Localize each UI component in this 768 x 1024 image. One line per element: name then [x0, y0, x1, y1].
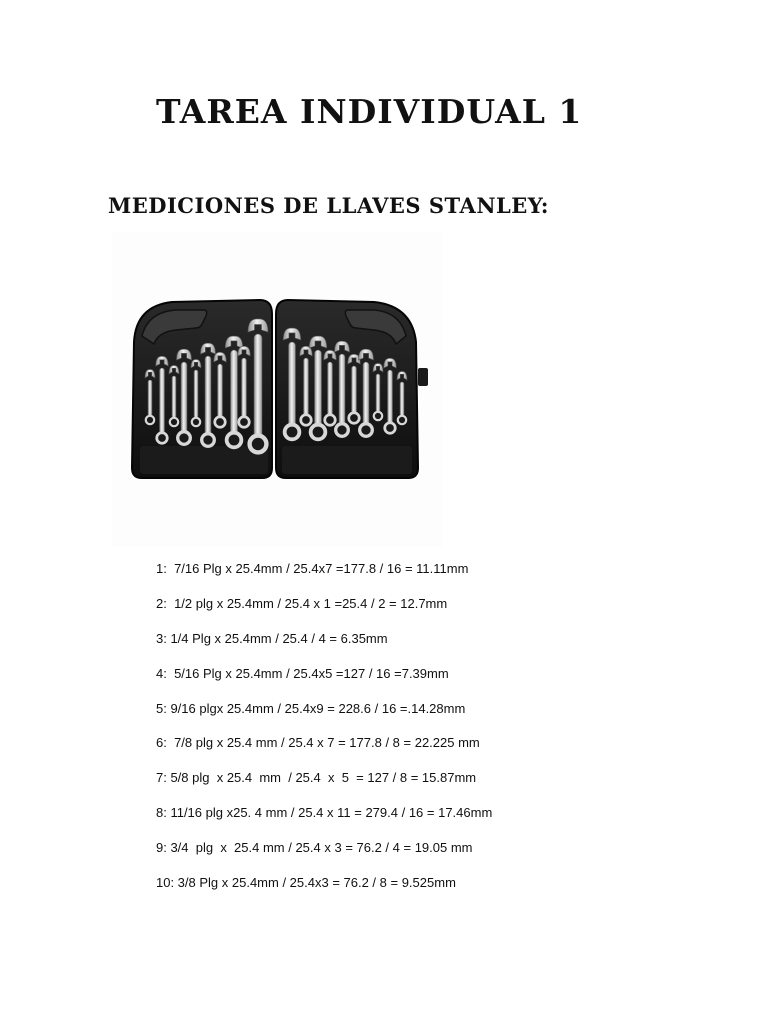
measurement-item: 5: 9/16 plgx 25.4mm / 25.4x9 = 228.6 / 16 =.14.28mm	[156, 700, 466, 716]
document-title: TAREA INDIVIDUAL 1	[156, 92, 583, 131]
measurement-item: 8: 11/16 plg x25. 4 mm / 25.4 x 11 = 279.4 / 16 = 17.46mm	[156, 805, 493, 821]
measurement-item: 4: 5/16 Plg x 25.4mm / 25.4x5 =127 / 16 =7.39mm	[156, 665, 449, 681]
measurements-list	[156, 560, 492, 909]
measurement-item: 2: 1/2 plg x 25.4mm / 25.4 x 1 =25.4 / 2 = 12.7mm	[156, 595, 448, 611]
measurement-item: 9: 3/4 plg x 25.4 mm / 25.4 x 3 = 76.2 / 4 = 19.05 mm	[156, 840, 473, 856]
measurement-item: 10: 3/8 Plg x 25.4mm / 25.4x3 = 76.2 / 8 = 9.525mm	[156, 875, 456, 891]
document-subtitle: MEDICIONES DE LLAVES STANLEY:	[108, 193, 549, 218]
case-latch	[418, 368, 428, 386]
measurement-item: 6: 7/8 plg x 25.4 mm / 25.4 x 7 = 177.8 / 8 = 22.225 mm	[156, 735, 480, 751]
measurement-item: 7: 5/8 plg x 25.4 mm / 25.4 x 5 = 127 / 8 = 15.87mm	[156, 770, 477, 786]
wrench-set-image	[112, 232, 442, 547]
measurement-item: 3: 1/4 Plg x 25.4mm / 25.4 / 4 = 6.35mm	[156, 630, 388, 646]
measurement-item: 1: 7/16 Plg x 25.4mm / 25.4x7 =177.8 / 16 = 11.11mm	[156, 561, 469, 576]
wrench-case-illustration	[112, 232, 442, 547]
